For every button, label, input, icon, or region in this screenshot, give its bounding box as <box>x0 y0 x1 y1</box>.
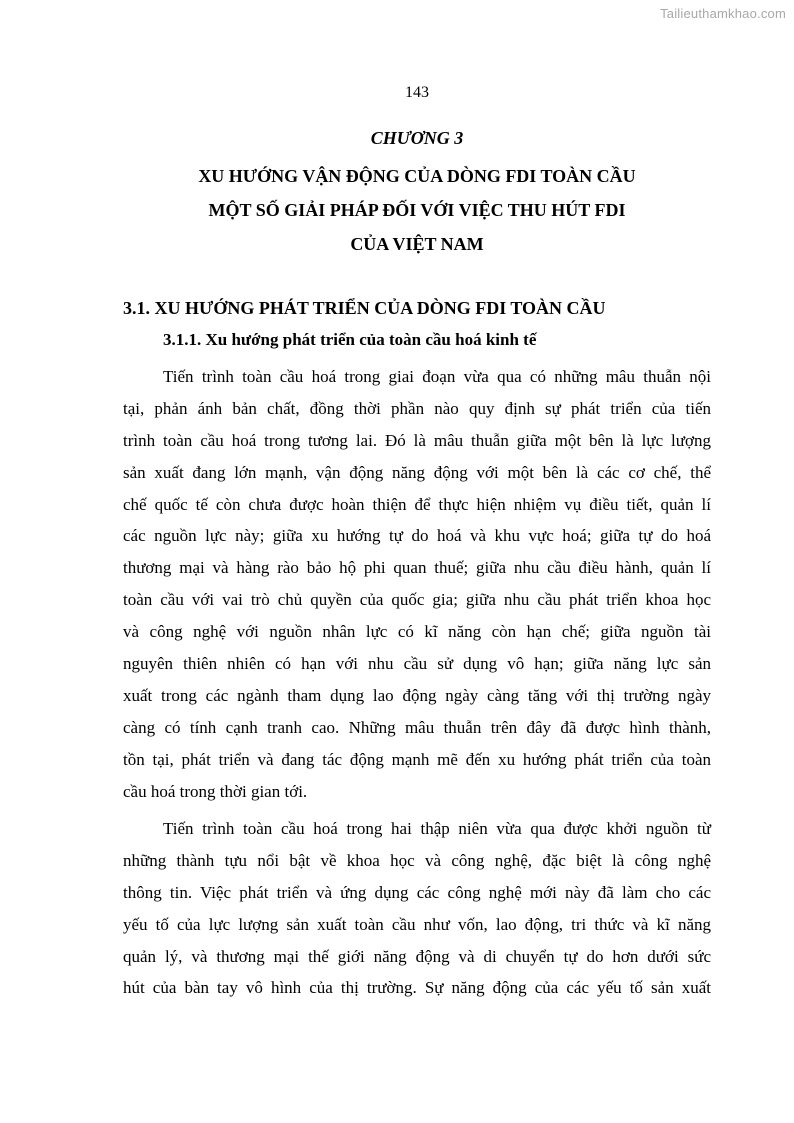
text-line: tại, phản ánh bản chất, đồng thời phần nào quy định sự phát triển của tiến <box>123 398 711 418</box>
text-line: Tiến trình toàn cầu hoá trong hai thập niên vừa qua được khởi nguồn từ <box>163 819 711 838</box>
chapter-title-line: CỦA VIỆT NAM <box>350 234 484 254</box>
watermark: Tailieuthamkhao.com <box>660 6 786 21</box>
text-line: toàn cầu với vai trò chủ quyền của quốc gia; giữa nhu cầu phát triển khoa học <box>123 590 711 610</box>
chapter-title-line: MỘT SỐ GIẢI PHÁP ĐỐI VỚI VIỆC THU HÚT FDI <box>208 200 626 220</box>
section-heading: 3.1. XU HƯỚNG PHÁT TRIỂN CỦA DÒNG FDI TOÀN CẦU <box>123 298 606 318</box>
chapter-title-line: XU HƯỚNG VẬN ĐỘNG CỦA DÒNG FDI TOÀN CẦU <box>198 166 636 186</box>
text-line: Tiến trình toàn cầu hoá trong giai đoạn vừa qua có những mâu thuẫn nội <box>163 367 711 386</box>
text-line: hút của bàn tay vô hình của thị trường. Sự năng động của các yếu tố sản xuất <box>123 978 711 998</box>
page-number: 143 <box>405 84 429 101</box>
text-line: trình toàn cầu hoá trong tương lai. Đó là mâu thuẫn giữa một bên là lực lượng <box>123 430 711 450</box>
text-line: càng có tính cạnh tranh cao. Những mâu thuẫn trên đây đã được hình thành, <box>123 717 711 737</box>
text-line: chế quốc tế còn chưa được hoàn thiện để thực hiện nhiệm vụ điều tiết, quản lí <box>123 494 711 514</box>
text-line: cầu hoá trong thời gian tới. <box>123 781 308 801</box>
text-line: quản lý, và thương mại thế giới năng động và di chuyển tự do hơn dưới sức <box>123 946 711 966</box>
chapter-title <box>0 162 794 264</box>
paragraph-2 <box>123 813 711 1004</box>
text-line: thương mại và hàng rào bảo hộ phi quan thuế; giữa nhu cầu điều hành, quản lí <box>123 558 711 578</box>
subsection-heading: 3.1.1. Xu hướng phát triển của toàn cầu hoá kinh tế <box>163 330 537 349</box>
text-line: xuất trong các ngành tham dụng lao động ngày càng tăng với thị trường ngày <box>123 685 711 705</box>
text-line: những thành tựu nổi bật về khoa học và công nghệ, đặc biệt là công nghệ <box>123 850 711 870</box>
paragraph-1 <box>123 361 711 807</box>
text-line: các nguồn lực này; giữa xu hướng tự do hoá và khu vực hoá; giữa tự do hoá <box>123 526 711 546</box>
text-line: nguyên thiên nhiên có hạn với nhu cầu sử dụng vô hạn; giữa năng lực sản <box>123 654 711 674</box>
text-line: tồn tại, phát triển và đang tác động mạnh mẽ đến xu hướng phát triển của toàn <box>123 749 711 769</box>
text-line: thông tin. Việc phát triển và ứng dụng các công nghệ mới này đã làm cho các <box>123 882 711 902</box>
text-line: và công nghệ với nguồn nhân lực có kĩ năng còn hạn chế; giữa nguồn tài <box>123 622 711 642</box>
text-line: sản xuất đang lớn mạnh, vận động năng động với một bên là các cơ chế, thể <box>123 462 711 482</box>
text-line: yếu tố của lực lượng sản xuất toàn cầu như vốn, lao động, tri thức và kĩ năng <box>123 914 711 934</box>
chapter-label: CHƯƠNG 3 <box>370 128 464 148</box>
